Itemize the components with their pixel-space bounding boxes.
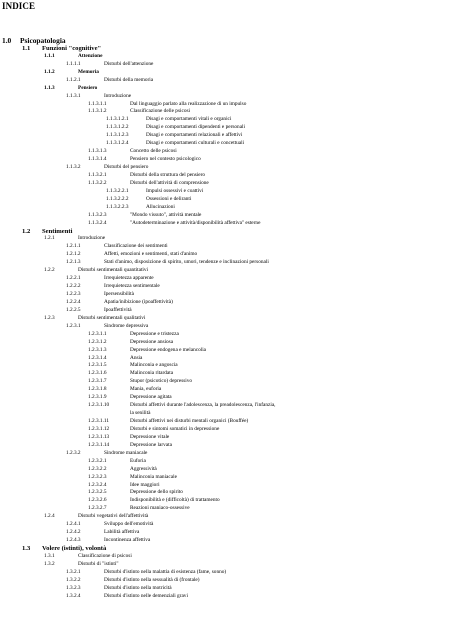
- toc-entry-number: 1.1.1: [44, 52, 55, 59]
- toc-entry-title: Depressione ansiosa: [130, 338, 174, 345]
- toc-entry-number: 1.1.3.2.2: [88, 179, 107, 186]
- toc-entry-title: Classificazione delle psicosi: [130, 108, 191, 115]
- toc-entry-number: 1.1.3.1.2.3: [106, 132, 129, 139]
- toc-entry-title: Memoria: [78, 68, 99, 75]
- toc-entry: [0, 204, 464, 212]
- toc-entry-title: Sentimenti: [42, 227, 73, 235]
- toc-entry: [0, 164, 464, 172]
- toc-entry-title: Reazioni maniaco-ossessive: [130, 505, 190, 512]
- toc-entry: [0, 426, 464, 434]
- toc-entry-number: 1.2.2.4: [66, 298, 81, 305]
- toc-entry-title: Affetti, emozioni e sentimenti, stati d'animo: [104, 251, 198, 258]
- toc-entry-number: 1.3.2: [44, 560, 55, 567]
- toc-entry: [0, 196, 464, 204]
- toc-entry: [0, 458, 464, 466]
- toc-entry-number: 1.2.2.5: [66, 306, 81, 313]
- toc-entry: [0, 505, 464, 513]
- toc-entry: [0, 69, 464, 77]
- toc-entry: [0, 402, 464, 410]
- toc-entry-number: 1.1.2: [44, 68, 55, 75]
- toc-entry: [0, 307, 464, 315]
- toc-entry: [0, 529, 464, 537]
- toc-entry-number: 1.2.3.2.4: [88, 481, 107, 488]
- toc-entry-title: Disagi e comportamenti culturali e concettuali: [146, 140, 245, 147]
- toc-entry-title: Depressione larvata: [130, 441, 172, 448]
- toc-entry: [0, 267, 464, 275]
- toc-entry-title: Disturbi del pensiero: [104, 164, 149, 170]
- toc-entry-title: Malinconia maniacale: [130, 473, 177, 480]
- toc-entry-title: Disturbi vegetativi dell'affettività: [78, 513, 149, 520]
- toc-entry: [0, 45, 464, 53]
- toc-entry: [0, 37, 464, 45]
- toc-entry-title: Euforia: [130, 457, 146, 464]
- toc-entry-title: Indisponibilità e (difficoltà) di trattamento: [130, 497, 220, 504]
- toc-entry: [0, 339, 464, 347]
- toc-entry-number: 1.1.3.2.2.3: [106, 203, 129, 210]
- toc-entry-number: 1.2.4: [44, 513, 55, 520]
- toc-entry-title: Stupor (psicotico) depressivo: [130, 378, 193, 385]
- toc-entry-number: 1.2.1.2: [66, 251, 81, 258]
- toc-entry: [0, 386, 464, 394]
- toc-entry-number: 1.2.3: [44, 314, 55, 321]
- toc-entry-number: 1.1.3.2: [66, 164, 81, 170]
- toc-entry: [0, 156, 464, 164]
- toc-entry-title: la senilità: [130, 410, 151, 417]
- toc-entry-number: 1.3.2.1: [66, 568, 81, 575]
- toc-entry: [0, 474, 464, 482]
- toc-entry-number: 1.2.2: [44, 267, 55, 274]
- table-of-contents: [0, 37, 464, 601]
- toc-entry-number: 1.1.3.2.3: [88, 211, 107, 218]
- toc-entry: [0, 85, 464, 93]
- toc-entry-title: Disturbi affettivi nei disturbi mentali organici (Bouffée): [130, 418, 249, 424]
- page-title: INDICE: [2, 1, 36, 11]
- toc-entry: [0, 124, 464, 132]
- toc-entry-title: Disturbi affettivi durante l'adolescenza, la preadolescenza, l'infanzia,: [130, 402, 276, 409]
- toc-entry: [0, 108, 464, 116]
- toc-entry-title: Apatia/inibizione (ipoaffettività): [104, 298, 173, 305]
- toc-entry-title: "Autodeterminazione e attività/disponibilità affettiva" esterne: [130, 219, 261, 226]
- toc-entry-number: 1.2.3.1.8: [88, 386, 107, 393]
- toc-entry-number: 1.2.3.1.9: [88, 394, 107, 401]
- toc-entry-number: 1.1.3.1.4: [88, 156, 107, 163]
- toc-entry-number: 1.3.2.4: [66, 592, 81, 599]
- toc-entry-number: 1.2.3.1: [66, 322, 81, 329]
- toc-entry: [0, 577, 464, 585]
- toc-entry-number: 1.1.3.1.1: [88, 100, 107, 107]
- toc-entry-title: Mania, euforia: [130, 386, 162, 393]
- toc-entry-title: Disturbi d'istinto nella sessualità di (frontale): [104, 576, 200, 583]
- toc-entry: [0, 283, 464, 291]
- toc-entry-title: Classificazione di psicosi: [78, 552, 132, 559]
- toc-entry-number: 1.1.3.1.2.2: [106, 124, 129, 131]
- toc-entry-number: 1.2.4.3: [66, 537, 81, 544]
- toc-entry: [0, 101, 464, 109]
- toc-entry: [0, 172, 464, 180]
- toc-entry-title: Depressione vitale: [130, 433, 170, 440]
- toc-entry: [0, 450, 464, 458]
- toc-entry: [0, 569, 464, 577]
- toc-entry-number: 1.2.3.1.6: [88, 370, 107, 377]
- toc-entry-number: 1.2.3.1.12: [88, 425, 110, 432]
- toc-entry-title: Disturbi sentimentali qualitativi: [78, 314, 146, 321]
- toc-entry-number: 1.1.1.1: [66, 60, 81, 67]
- toc-entry: [0, 315, 464, 323]
- toc-entry-title: Sviluppo dell'emotività: [104, 521, 154, 528]
- toc-entry-title: Ipoaffettività: [104, 306, 132, 313]
- toc-entry: [0, 370, 464, 378]
- toc-entry-title: Disturbi della memoria: [104, 76, 154, 83]
- toc-entry-number: 1.2.3.1.14: [88, 441, 110, 448]
- toc-entry: [0, 362, 464, 370]
- toc-entry-title: Depressione agitata: [130, 394, 172, 401]
- toc-entry-title: Malinconia e angoscia: [130, 362, 178, 369]
- toc-entry-number: 1.2.3.2.6: [88, 497, 107, 504]
- toc-entry: [0, 585, 464, 593]
- toc-entry-number: 1.2.4.1: [66, 521, 81, 528]
- toc-entry: [0, 466, 464, 474]
- toc-entry: [0, 561, 464, 569]
- toc-entry-number: 1.2.3.1.7: [88, 378, 107, 385]
- toc-entry-title: Malinconia ritardata: [130, 370, 174, 377]
- toc-entry-number: 1.2.3.2.3: [88, 473, 107, 480]
- toc-entry-number: 1.2.3.1.11: [88, 418, 109, 424]
- toc-entry-title: Disagi e comportamenti relazionali e affettivi: [146, 132, 243, 139]
- toc-entry: [0, 378, 464, 386]
- toc-entry-number: 1.1.3.1.2: [88, 108, 107, 115]
- toc-entry-title: Disturbi dell'attenzione: [104, 60, 154, 67]
- toc-entry-title: Ipersensibilità: [104, 291, 135, 297]
- toc-entry: [0, 323, 464, 331]
- toc-entry: [0, 553, 464, 561]
- toc-entry-title: Sindrome depressiva: [104, 322, 149, 329]
- toc-entry-number: 1.1.3: [44, 84, 55, 91]
- toc-entry: [0, 521, 464, 529]
- toc-entry-number: 1.2.3.1.13: [88, 433, 110, 440]
- toc-entry-title: Pensiero nel contesto psicologico: [130, 156, 201, 163]
- toc-entry-number: 1.1: [22, 44, 31, 52]
- toc-entry-number: 1.2.2.2: [66, 283, 81, 290]
- toc-entry: [0, 212, 464, 220]
- toc-entry-title: Depressione e tristezza: [130, 330, 179, 337]
- toc-entry-number: 1.2.3.1.4: [88, 354, 107, 361]
- toc-entry-number: 1.3.2.3: [66, 584, 81, 591]
- toc-entry-title: Disagi e comportamenti dipendenti e personali: [146, 124, 245, 131]
- toc-entry-title: Disagi e comportamenti vitali e organici: [146, 116, 232, 123]
- toc-entry-title: Depressione endogena e melancolia: [130, 346, 207, 353]
- toc-entry-number: 1.3.1: [44, 552, 55, 559]
- toc-entry: [0, 347, 464, 355]
- toc-entry: [0, 148, 464, 156]
- toc-entry-title: Impulsi ossessivi e coattivi: [146, 187, 204, 194]
- toc-entry-number: 1.2.3.1.10: [88, 402, 110, 409]
- toc-entry-title: Concetto delle psicosi: [130, 148, 177, 155]
- toc-entry-number: 1.2.3.2.7: [88, 505, 107, 512]
- toc-entry-title: Disturbi di "istinti": [78, 560, 119, 567]
- toc-entry-number: 1.3.2.2: [66, 576, 81, 583]
- toc-entry: [0, 140, 464, 148]
- toc-entry: [0, 489, 464, 497]
- toc-entry-title: Funzioni "cognitive": [42, 44, 102, 52]
- toc-entry-title: Idee maggiori: [130, 481, 160, 488]
- toc-entry-number: 1.2.3.2: [66, 449, 81, 456]
- toc-entry: [0, 251, 464, 259]
- toc-entry: [0, 545, 464, 553]
- toc-entry-number: 1.2.1: [44, 235, 55, 242]
- toc-entry-title: Dal linguaggio parlato alla realizzazione di un impulso: [130, 100, 247, 107]
- toc-entry-title: Incontinenza affettiva: [104, 537, 151, 544]
- toc-entry-title: Allucinazioni: [146, 203, 175, 210]
- toc-entry-number: 1.3: [22, 545, 31, 552]
- toc-entry-number: 1.1.3.2.4: [88, 219, 107, 226]
- toc-entry-number: 1.2.1.3: [66, 259, 81, 266]
- toc-entry-title: Aggressività: [130, 465, 157, 472]
- toc-entry-number: 1.2: [22, 227, 31, 235]
- toc-entry-title: Introduzione: [104, 92, 132, 99]
- toc-entry: [0, 188, 464, 196]
- toc-entry-number: 1.1.3.1: [66, 92, 81, 99]
- toc-entry: [0, 513, 464, 521]
- toc-entry-number: 1.0: [2, 37, 12, 45]
- toc-entry-number: 1.1.3.2.2.2: [106, 195, 129, 202]
- toc-entry-number: 1.2.3.1.3: [88, 346, 107, 353]
- toc-entry: [0, 593, 464, 601]
- toc-entry: [0, 220, 464, 228]
- toc-entry: [0, 116, 464, 124]
- toc-entry: [0, 355, 464, 363]
- toc-entry: [0, 132, 464, 140]
- toc-entry-number: 1.2.3.1.1: [88, 330, 107, 337]
- toc-entry: [0, 180, 464, 188]
- toc-entry-number: 1.1.3.1.2.4: [106, 140, 129, 147]
- toc-entry: [0, 77, 464, 85]
- toc-entry-number: 1.2.3.1.2: [88, 338, 107, 345]
- toc-entry: [0, 434, 464, 442]
- toc-entry-title: Classificazione dei sentimenti: [104, 243, 168, 250]
- toc-entry-number: 1.1.3.1.3: [88, 148, 107, 155]
- toc-entry-title: Stati d'animo, disposizione di spirito, umori, tendenze e inclinazioni personali: [104, 259, 269, 266]
- toc-entry: [0, 442, 464, 450]
- toc-entry-title: Disturbi e sintomi somatici in depressione: [130, 425, 220, 432]
- toc-entry-title: Irrequietezza apparente: [104, 275, 154, 282]
- toc-entry: [0, 243, 464, 251]
- toc-entry-title: Attenzione: [78, 52, 103, 59]
- toc-entry-title: Ossessioni e deliranti: [146, 195, 192, 202]
- toc-entry: [0, 93, 464, 101]
- toc-entry: [0, 418, 464, 426]
- toc-entry: [0, 537, 464, 545]
- toc-entry-number: 1.2.4.2: [66, 529, 81, 536]
- toc-entry-title: Disturbi d'istinto nella malattia di esistenza (fame, sonno): [104, 568, 227, 575]
- toc-entry-title: Volere (istinti), volontà: [42, 545, 107, 552]
- toc-entry-number: 1.1.2.1: [66, 76, 81, 83]
- toc-entry-title: Depressione dello spirito: [130, 489, 183, 496]
- toc-entry-title: Disturbi sentimentali quantitativi: [78, 267, 149, 274]
- toc-entry-title: Disturbi d'istinto nella motricità: [104, 584, 172, 591]
- toc-entry-title: Introduzione: [78, 235, 106, 242]
- toc-entry-title: Sindrome maniacale: [104, 449, 148, 456]
- toc-entry: [0, 410, 464, 418]
- toc-entry: [0, 394, 464, 402]
- toc-entry-number: 1.1.3.1.2.1: [106, 116, 129, 123]
- toc-entry: [0, 331, 464, 339]
- toc-entry-number: 1.2.3.2.1: [88, 457, 107, 464]
- toc-entry-title: "Mondo vissuto", attività mentale: [130, 211, 202, 218]
- toc-entry: [0, 275, 464, 283]
- toc-entry-title: Disturbi della struttura del pensiero: [130, 171, 206, 178]
- toc-entry-number: 1.1.3.2.2.1: [106, 187, 129, 194]
- toc-entry-title: Psicopatologia: [20, 37, 66, 45]
- toc-entry-number: 1.1.3.2.1: [88, 171, 107, 178]
- toc-entry-title: Ansia: [130, 354, 143, 361]
- toc-entry-title: Disturbi d'istinto nelle demenziali gravi: [104, 592, 188, 599]
- toc-entry-title: Disturbi dell'attività di comprensione: [130, 179, 209, 186]
- toc-entry-title: Irrequietezza sentimentale: [104, 283, 160, 290]
- toc-entry-number: 1.2.2.3: [66, 291, 81, 297]
- toc-entry: [0, 228, 464, 236]
- toc-entry: [0, 299, 464, 307]
- toc-entry: [0, 259, 464, 267]
- toc-entry-title: Pensiero: [78, 84, 98, 91]
- toc-entry: [0, 497, 464, 505]
- toc-entry-number: 1.2.3.2.5: [88, 489, 107, 496]
- toc-entry-number: 1.2.3.2.2: [88, 465, 107, 472]
- toc-entry: [0, 482, 464, 490]
- toc-entry-number: 1.2.1.1: [66, 243, 81, 250]
- toc-entry: [0, 235, 464, 243]
- toc-entry: [0, 61, 464, 69]
- toc-entry: [0, 291, 464, 299]
- toc-entry-title: Labilità affettiva: [104, 529, 140, 536]
- toc-entry: [0, 53, 464, 61]
- toc-entry-number: 1.2.2.1: [66, 275, 81, 282]
- toc-entry-number: 1.2.3.1.5: [88, 362, 107, 369]
